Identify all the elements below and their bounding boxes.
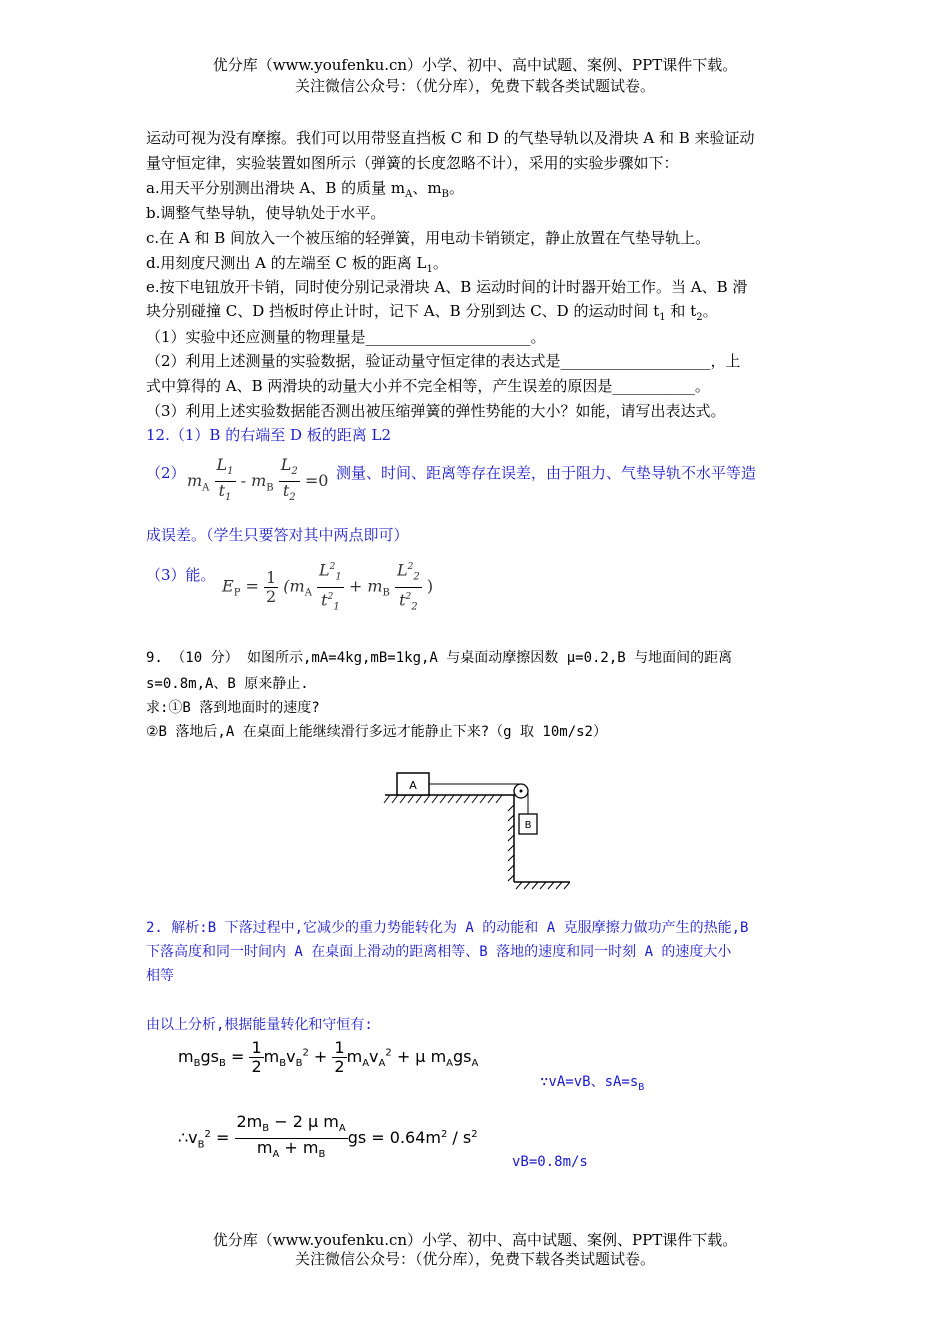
p12-answer-2-cont: 成误差。（学生只要答对其中两点即可） — [146, 526, 409, 544]
header-line-2: 关注微信公众号：（优分库），免费下载各类试题试卷。 — [294, 77, 655, 95]
p12-intro-1: 运动可视为没有摩擦。我们可以用带竖直挡板 C 和 D 的气垫导轨以及滑块 A 和 B 来验证动 — [146, 129, 755, 147]
p12-step-e-1: e.按下电钮放开卡销，同时使分别记录滑块 A、B 运动时间的计时器开始工作。当 A、B 滑 — [146, 278, 748, 296]
since-condition: ∵vA=vB、$sA=s_B$ — [540, 1074, 645, 1093]
pulley-diagram — [380, 765, 580, 890]
block-a-label: A — [409, 779, 417, 792]
p12-step-c: c.在 A 和 B 间放入一个被压缩的轻弹簧，用电动卡销锁定，静止放置在气垫导轨上。 — [146, 229, 711, 247]
p12-answer-3-label: （3）能。 — [146, 566, 216, 584]
p12-answer-2-text: 测量、时间、距离等存在误差，由于阻力、气垫导轨不水平等造 — [336, 464, 757, 482]
p12-question-2b: 式中算得的 A、B 两滑块的动量大小并不完全相等，产生误差的原因是___________。 — [146, 377, 710, 395]
formula-momentum: $m_A$ $\frac{L_1}{t_1}$ - $m_B$ $\frac{L_2}{t_2}$ =0 — [187, 455, 329, 504]
p9-line-2: s=0.8m,A、B 原来静止. — [146, 676, 309, 692]
p12-step-a: a.用天平分别测出滑块 A、B 的质量 $m_A$、$m_B$。 — [146, 179, 464, 200]
p12-intro-2: 量守恒定律，实验装置如图所示（弹簧的长度忽略不计），采用的实验步骤如下： — [146, 154, 679, 172]
p12-answer-1: 12.（1）B 的右端至 D 板的距离 L2 — [146, 426, 392, 444]
sol-line-2: 下落高度和同一时间内 A 在桌面上滑动的距离相等、B 落地的速度和同一时刻 A 的速度大小 — [146, 944, 732, 960]
p9-line-1: 9. （10 分） 如图所示,mA=4kg,mB=1kg,A 与桌面动摩擦因数 μ=0.2,B 与地面间的距离 — [146, 650, 733, 666]
p12-answer-2-label: （2） — [146, 464, 186, 482]
p9-line-4: ②B 落地后,A 在桌面上能继续滑行多远才能静止下来?（g 取 10m/s2） — [146, 724, 607, 740]
p9-line-3: 求:①B 落到地面时的速度? — [146, 700, 320, 716]
p12-step-b: b.调整气垫导轨，使导轨处于水平。 — [146, 204, 386, 222]
p12-question-3: （3）利用上述实验数据能否测出被压缩弹簧的弹性势能的大小？如能，请写出表达式。 — [146, 402, 726, 420]
energy-equation: $m_Bgs_B$ = $\frac{1}{2}$ $m_Bv_B^2$ + $\frac{1}{2}$ $m_Av_A^2 + \mu$ $m_Ags_A$ — [178, 1038, 479, 1076]
header-line-1: 优分库（www.youfenku.cn）小学、初中、高中试题、案例、PPT课件下载。 — [212, 56, 738, 74]
p12-question-2a: （2）利用上述测量的实验数据，验证动量守恒定律的表达式是____________________，上 — [146, 352, 741, 370]
p12-question-1: （1）实验中还应测量的物理量是______________________。 — [146, 328, 546, 346]
sol-line-3: 相等 — [146, 968, 174, 984]
footer-line-1: 优分库（www.youfenku.cn）小学、初中、高中试题、案例、PPT课件下载。 — [212, 1231, 738, 1249]
sol-line-4: 由以上分析,根据能量转化和守恒有: — [146, 1017, 373, 1033]
velocity-equation: $\therefore v_B^2$ = $\frac{2m_B - 2 \mu m_A}{m_A + m_B}$ gs = $0.64m^2 / s^2$ — [178, 1112, 478, 1161]
vb-result: vB=0.8m/s — [512, 1154, 588, 1170]
sol-line-1: 2. 解析:B 下落过程中,它减少的重力势能转化为 A 的动能和 A 克服摩擦力做功产生的热能,B — [146, 920, 749, 936]
footer-line-2: 关注微信公众号：（优分库），免费下载各类试题试卷。 — [294, 1250, 655, 1268]
p12-step-d: d.用刻度尺测出 A 的左端至 C 板的距离 $L_1$。 — [146, 254, 448, 275]
block-b-label: B — [524, 820, 532, 831]
p12-step-e-2: 块分别碰撞 C、D 挡板时停止计时，记下 A、B 分别到达 C、D 的运动时间 $t_1$ 和 $t_2$。 — [146, 302, 718, 323]
formula-elastic-energy: $E_P$ = $\frac{1}{2}$ ($m_A$ $\frac{L^2_1}{t^2_1}$ + $m_B$ $\frac{L^2_2}{t^2_2}$ ) — [222, 558, 433, 616]
